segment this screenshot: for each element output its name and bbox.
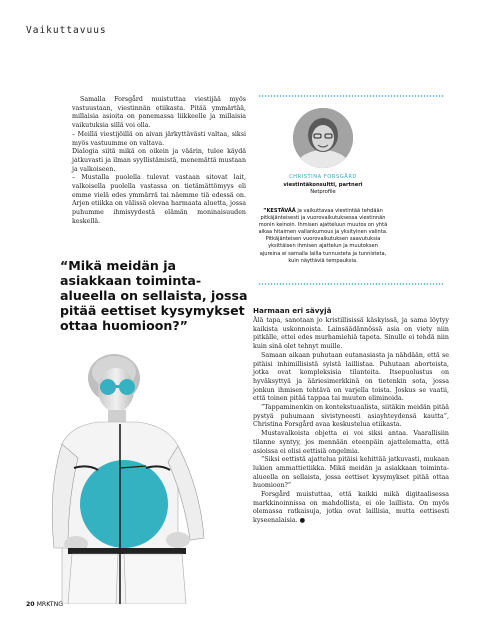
portrait-photo-icon [293, 108, 353, 168]
article-paragraph: Älä tapa, sanotaan jo kristillisissä käskyissä, ja sama löytyy kaikista uskonnoista. Lainsäädännössä asia on viety niin pitkälle, ettei edes murhamiehiä tapeta. Sinulle ei tehdä niin kuin sinä olet tehnyt muille. [253, 317, 449, 351]
article-paragraph: ”Tappaminenkin on kontekstuaalista, siitäkin meidän pitää pystyä puhumaan sivistyneesti asiayhteydensä kautta”, Christina Forsgård avaa keskustelua etiikasta. [253, 404, 449, 429]
intro-paragraph: Samalla Forsgård muistuttaa viestijää myös vastuustaan, viestinnän etiikasta. Pitää ymmärtää, millaisia asioita on panemassa liikkeelle ja millaisia vaikutuksia sillä voi olla. [72, 96, 246, 130]
dotted-divider [258, 283, 444, 285]
article-paragraph: Forsgård muistuttaa, että kaikki mikä digitaalisessa markkinoinnissa on mahdollista, ei ole laillista. On myös olemassa ratkaisuja, jotka ovat laillisia, mutta eettisesti kyseenalaisia. ● [253, 491, 449, 525]
magazine-name: MRKTNG [36, 601, 64, 608]
dotted-divider [258, 95, 444, 97]
profile-text-lead: ”KESTÄVÄÄ [263, 208, 296, 214]
article-paragraph: Samaan aikaan puhutaan eutanasiasta ja nähdään, että se pitäisi inhimillisistä syistä laillistaa. Puhutaan aborteista, jotka ovat kompleksisia tilanteita. Itsepuolustus on hyväksyttyä ja ääriesimerkkinä on tietenkin sota, jossa jonkun ihmisen tehtävä on varjella toista. Joskus se vaatii, että toinen pitää tappaa tai muuten eliminoida. [253, 351, 449, 403]
article-column [253, 306, 449, 526]
pull-quote: “Mikä meidän ja asiakkaan toiminta-alueella on sellaista, jossa pitää eettiset kysymykset ottaa huomioon?” [60, 258, 248, 333]
profile-company: Netprofile [310, 189, 336, 195]
intro-paragraph: – Mustalla puolella tulevat vastaan sitovat lait, valkoisella puolella vastassa on tietämättömyys eli emme vielä edes ymmärrä tai näemme tiä edessä on. Arjen etiikka on välissä olevaa harmaata aluetta, jossa puhumme ihmisyydestä elämän moninaisuuden keskellä. [72, 174, 246, 225]
profile-name: CHRISTINA FORSGÅRD [289, 174, 357, 180]
section-title: Vaikuttavuus [26, 25, 107, 36]
page-number: 20 [26, 601, 35, 608]
statue-illustration-icon [28, 348, 228, 604]
article-paragraph: ”Siksi eettistä ajattelua pitäisi kehittää jatkuvasti, mukaan lukien ammattietiikka. Mikä meidän ja asiakkaan toiminta-alueella on sellaista, jossa eettiset kysymykset pitää ottaa huomioon?” [253, 456, 449, 490]
intro-paragraph: Dialogia siitä mikä on oikein ja väärin, tulee käydä jatkuvasti ja ilman syyllistämistä, menemättä mustaan ja valkoiseen. [72, 148, 246, 173]
profile-text-body: ja vaikuttavaa viestintää tehdään pitkäjänteisesti ja vuorovaikutuksessa viestinnän monin keinoin. Ihmisen ajatteluun muutos on yhtä aikaa hitaimen vallankumous ja yksityinen valinta. Pitkäjänteisen vuorovaikutuksen saavutuksia yksittäisen ihmisen ajattelun ja muutoksen ajureina ei samalla lailla tunnusteta ja tunnisteta, kuin näyttäviä tempauksia. [258, 208, 388, 264]
intro-text [72, 96, 246, 227]
section-heading: Harmaan eri sävyjä [253, 306, 332, 315]
profile-text [258, 208, 388, 265]
article-paragraph: Mustavalkoista objetta ei voi siksi antaa. Vaarallisiin tilanne syntyy, jos mennään eteenpäin ajattelematta, että asioissa ei olisi eettisiä ongelmia. [253, 430, 449, 455]
intro-paragraph: – Meillä viestijöillä on aivan järkyttävästi valtaa, siksi myös vastuumme on valtava. [72, 130, 246, 147]
page-footer [26, 601, 63, 608]
profile-role: viestintäkonsultti, partneri [283, 182, 363, 188]
